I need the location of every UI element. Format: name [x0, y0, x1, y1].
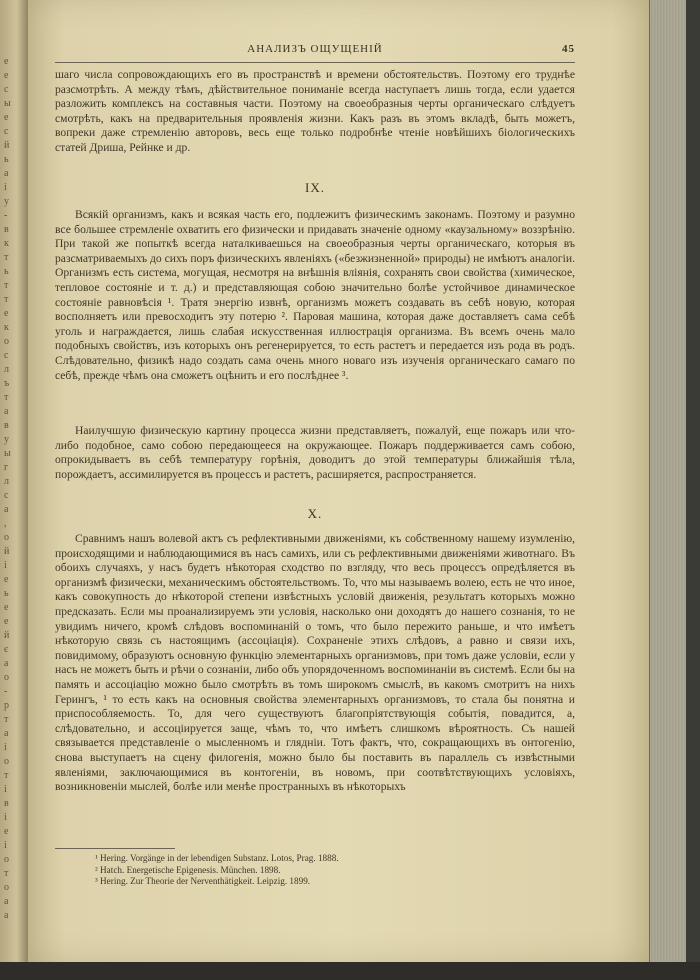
section-ix-body: [55, 208, 575, 383]
running-head-title: АНАЛИЗЪ ОЩУЩЕНІЙ: [247, 43, 383, 55]
paragraph-top: [55, 68, 575, 156]
spine-text-fragments: е е с ы е с й ь а і у - в к т ь т т е к о с л ъ т а в у ы г л с а , о й і е ь е е й є а о - р т а і о т і в і е і о т о а а: [4, 56, 11, 921]
x-paragraph-1: Сравнимъ нашъ волевой актъ съ рефлективными движеніями, къ собственному нашему изумленію, происходящими и наблюдающимися въ насъ самихъ, или съ рефлективными движеніями животнаго. Въ обоихъ случаяхъ, у насъ будетъ нѣкоторая сходство по взгляду, что весь процессъ опредѣляется въ организмѣ физически, механическимъ обстоятельствомъ. То, что мы называемъ волею, есть не что иное, какъ совокупность до нѣкоторой степени извѣстныхъ условій движенія, результатъ которыхъ можно предсказать. Если мы проанализируемъ эти условія, насколько они доходятъ до нашего сознанія, то не увидимъ ничего, кромѣ слѣдовъ воспоминаній о томъ, что было пережито раньше, и что имѣетъ нѣкоторую связь съ настоящимъ (ассоціація). Сохраненіе этихъ слѣдовъ, а равно и связи ихъ, повидимому, образуютъ основную функцію элементарныхъ организмовъ, при томъ даже условіи, если у насъ не можетъ быть и рѣчи о сознаніи, либо объ упорядоченномъ воспоминаніи въ системѣ. Если бы на память и ассоціацію можно было смотрѣть въ томъ широкомъ смыслѣ, въ какомъ смотритъ на нихъ Герингъ, ¹ то есть какъ на основныя свойства элементарныхъ организмовъ, то стала бы понятна и приспособляемость. То, для чего существуютъ благопріятствующія событія, повадится, а, слѣдовательно, и ассоціируется заще, чѣмъ то, что имѣетъ слишкомъ вѣроятность. Съ нашей связывается представленіе о мысленномъ и глядніи. Тотъ фактъ, что, сокращающихъ въ онтогенію, снова выступаетъ на сцену филогенія, можно было бы поставить въ параллель съ извѣстными явленіями, заключающимися въ контогеніи, въ новомъ, при соотвѣтствующихъ условіяхъ, возникновеніи мыслей, болѣе или менѣе пространныхъ въ нѣкоторыхъ: [55, 532, 575, 794]
ix-paragraph-2: Наилучшую физическую картину процесса жизни представляетъ, пожалуй, еще пожаръ или что-либо подобное, само собою передающееся на окружающее. Пожаръ поддерживается самъ собою, опрокидываетъ въ себѣ температуру горѣнія, доводитъ до этой температуры ближайшія тѣла, порождаетъ, ассимилируется въ процессъ и растетъ, расширяется, распространяется.: [55, 424, 575, 481]
footnotes: [55, 853, 575, 888]
section-x-body: [55, 532, 575, 795]
section-heading-x: X.: [307, 506, 323, 521]
footnote-3: ³ Hering. Zur Theorie der Nerventhätigkeit. Leipzig. 1899.: [95, 876, 311, 886]
footnote-rule: [55, 848, 175, 849]
page-edges: [649, 0, 686, 962]
ix-paragraph-1: Всякій организмъ, какъ и всякая часть его, подлежитъ физическимъ законамъ. Поэтому и разумно все большее стремленіе охватить его физически и придавать значеніе одному «каузальному» воззрѣнію. При такой же попыткѣ всегда наталкиваешься на своеобразныя черты органическаго, которыя въ разсматриваемыхъ до сихъ поръ физическихъ явленіяхъ («безжизненной» природы) не имѣютъ аналогіи. Организмъ есть система, могущая, несмотря на внѣшнія вліянія, сохранять свои свойства (химическое, тепловое состояніе и т. д.) и представляющая собою значительно болѣе устойчивое динамическое состояніе равновѣсія ¹. Тратя энергію извнѣ, организмъ можетъ создавать въ себѣ новую, которая восполняетъ или превосходитъ эту потерю ². Паровая машина, которая даже доставляетъ сама себѣ уголь и награждается, лишь слабая искусственная иллюстрація организма. Въ всемъ очень мало подобныхъ свойствъ, изъ которыхъ онъ регенерируется, то есть растетъ и передается изъ рода въ родъ. Слѣдовательно, физикѣ надо создать сама очень много новаго изъ изученія органическаго самаго по себѣ, прежде чѣмъ она сможетъ оцѣнить и его послѣднее ³.: [55, 208, 575, 382]
running-head: [55, 40, 575, 63]
footnote-1: ¹ Hering. Vorgänge in der lebendigen Substanz. Lotos, Prag. 1888.: [95, 853, 339, 863]
paragraph-text: шаго числа сопровождающихъ его въ пространствѣ и времени обстоятельствъ. Поэтому его труднѣе разсмотрѣть. А между тѣмъ, дѣйствительное пониманіе всегда наступаетъ лишь тогда, если удается разложить комплексъ на составныя части. Поэтому на своеобразныя черты органическаго слѣдуетъ смотрѣть, какъ на предварительныя проявленія жизни. Какъ разъ въ этомъ вкладѣ, быть можетъ, вопреки даже стремленію авторовъ, весь еще только подробнѣе чтеніе новѣйшихъ біологическихъ статей Дриша, Рейнке и др.: [55, 68, 575, 154]
page-number: 45: [562, 43, 575, 55]
bottom-shadow: [0, 962, 700, 980]
section-heading-ix: IX.: [305, 180, 325, 195]
footnote-2: ² Hatch. Energetische Epigenesis. München. 1898.: [95, 864, 281, 875]
book-spine-left-page: [0, 0, 28, 980]
section-ix-body-2: [55, 424, 575, 482]
